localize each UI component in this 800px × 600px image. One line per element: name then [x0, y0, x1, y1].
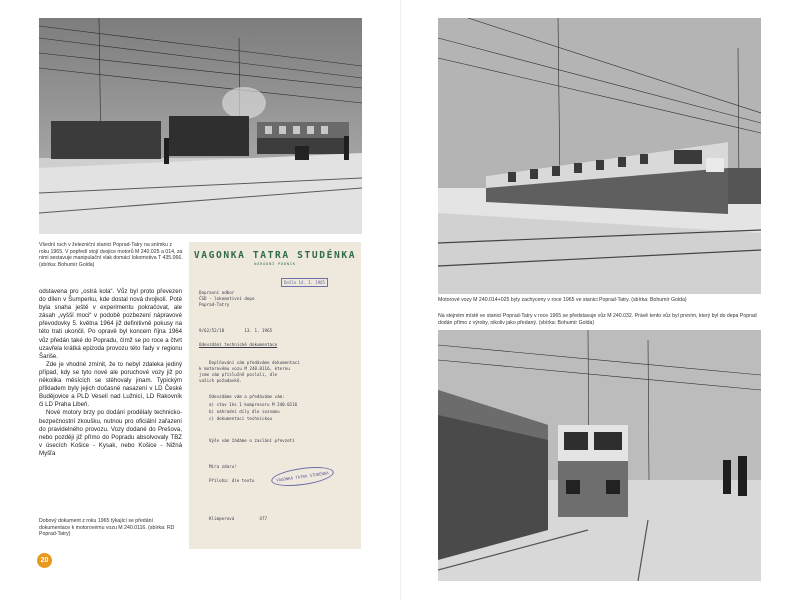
doc-line: Poprad-Tatry [199, 302, 230, 307]
document-scan [189, 242, 361, 549]
round-stamp: VAGONKA TATRA STUDÉNKA [270, 464, 335, 490]
doc-line: jsme vám příslušně poslali, dle [199, 372, 278, 377]
doc-line: Dopravní odbor [199, 290, 235, 295]
doc-line: Míra zdaru! [209, 464, 237, 469]
photo-station-scene [39, 18, 362, 234]
body-paragraph: odstavena pro „ostrá kola“. Vůz byl proto převezen do dílen v Šumperku, kde dostal nová dvojkolí. Poté byla snaha ještě v experimentu pokračovat, ale zásah „vyšší moci“ v podobě pozbezení nápravové převodovky 5. května 1964 již definitivně pokusy na této trati ukončil. Po opravě byl koncem října 1964 vůz předán také do Popradu, čímž se po roce a čtvrt uzavřela krátká epizoda provozu této řady v regionu Šariše. [39, 288, 182, 360]
doc-line: Výše vám žádáme o zaslání převzetí [209, 438, 295, 443]
body-paragraph: Nové motory brzy po dodání prodělaly technicko-bezpečnostní zkoušku, nutnou pro oficiální zařazení do pravidelného provozu. Vozy dodané do Prešova, nebo později již přímo do Popradu absolvovaly TBZ v úsecích Košice - Kysak, nebo Košice - Nižná Myšľa [39, 409, 182, 457]
doc-line: ČSD - lokomotivní depo [199, 296, 255, 301]
doc-line: Klimperová 477 [209, 516, 267, 521]
doc-line: k motorovému vozu M 240.0116, kterou [199, 366, 290, 371]
spread-gutter [400, 0, 401, 600]
doc-line: Odevzdáme vám a předáváme vám: [209, 394, 285, 399]
doc-line: Doplňování vám předáváme dokumentaci [209, 360, 300, 365]
body-paragraph: Zde je vhodné zmínit, že to nebyl zdaleka jediný případ, kdy se tyto nové ale poruchové vozy již po několika měsících se stěhovaly jinam. Typickým příkladem byly jejich dočasné nasazení v LD České Budějovice a PLD Veselí nad Lužnicí, LD Rakovník či LD Praha Libeň. [39, 360, 182, 409]
page-number: 20 [37, 553, 52, 568]
document-letterhead: VAGONKA TATRA STUDÉNKA [193, 250, 357, 261]
doc-line: c) dokumentaci technickou [209, 416, 273, 421]
received-stamp: Došlo 14. I. 1965 [281, 278, 328, 287]
doc-line: Příloha: dle textu [209, 478, 255, 483]
doc-line: Odevzdání technické dokumentace [199, 342, 278, 347]
doc-line: a) stav 1ks 1 kompresoru M 240.0116 [209, 402, 298, 407]
document-letterhead-sub: NÁRODNÍ PODNIK [254, 262, 296, 266]
doc-line: b) náhradní díly dle seznamu [209, 409, 280, 414]
caption-photo-2: Motorové vozy M 240.014+025 byly zachyceny v roce 1965 ve stanici Poprad-Tatry. (sbírka: Bohumír Golda) [438, 297, 687, 303]
doc-line: vašich požadavků. [199, 378, 242, 383]
caption-photo-1: Všední ruch v železniční stanici Poprad-Tatry na snímku z roku 1965. V popředí stojí dvojice motorů M 240.025 a 014, za nimi sestavuje manipulační vlak domácí lokomotiva T 435.066. (sbírka: Bohumír Golda) [39, 242, 183, 268]
doc-line: 9/62/52/18 13. 1. 1965 [199, 328, 273, 333]
photo-railcar-set [438, 18, 761, 294]
caption-photo-3: Na stejném místě ve stanici Poprad-Tatry v roce 1965 se představuje vůz M 240.032. Právě tento vůz byl prvním, který byl do depa Poprad dodán přímo z výroby, nikoliv jako předaný. (sbírka: Bohumír Golda) [438, 313, 757, 326]
caption-document: Dobový dokument z roku 1965 týkající se předání dokumentace k motorovému vozu M 240.0116. (sbírka: RD Poprad-Tatry) [39, 518, 175, 538]
body-text [39, 288, 182, 458]
photo-railcar-front [438, 330, 761, 581]
